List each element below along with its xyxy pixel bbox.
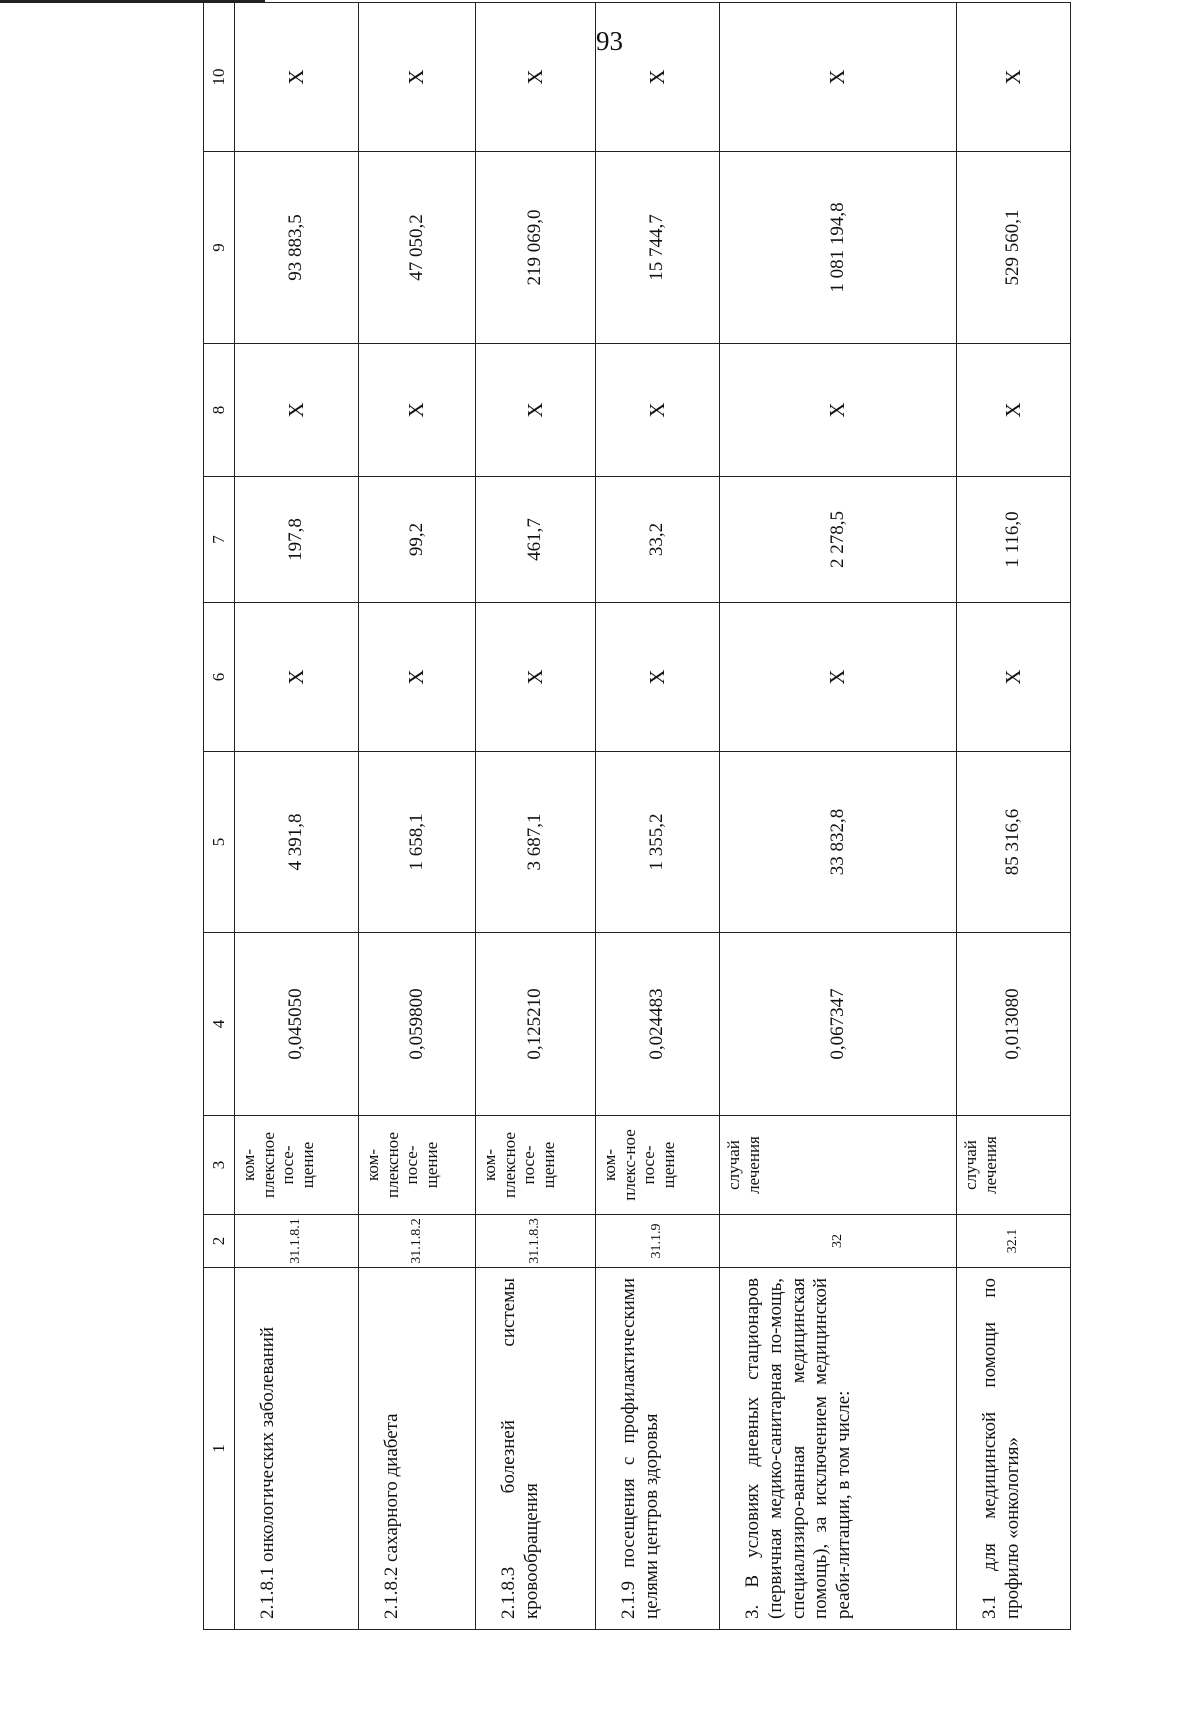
cell-col7: 33,2 xyxy=(596,477,720,603)
cell-col9: 219 069,0 xyxy=(476,152,596,344)
cell-col9: 1 081 194,8 xyxy=(720,152,957,344)
row-code: 31.1.8.3 xyxy=(476,1215,596,1268)
cell-col5: 1 658,1 xyxy=(359,752,476,933)
cell-col10: Х xyxy=(476,3,596,152)
cell-col5: 1 355,2 xyxy=(596,752,720,933)
cell-col8: Х xyxy=(235,344,359,477)
cell-col10: Х xyxy=(957,3,1071,152)
cell-col7: 2 278,5 xyxy=(720,477,957,603)
page-number: 93 xyxy=(596,26,623,56)
cell-col9: 93 883,5 xyxy=(235,152,359,344)
cell-col10: Х xyxy=(359,3,476,152)
row-name: 2.1.9 посещения с профилактическими целями центров здоровья xyxy=(596,1268,720,1630)
cell-col5: 33 832,8 xyxy=(720,752,957,933)
row-name: 3. В условиях дневных стационаров (первичная медико-санитарная по-мощь, специализиро-ванная медицинская помощь), за исключением медицинской реаби-литации, в том числе: xyxy=(720,1268,957,1630)
cell-col4: 0,013080 xyxy=(957,933,1071,1116)
cell-col5: 3 687,1 xyxy=(476,752,596,933)
column-header: 1 xyxy=(204,1268,235,1630)
row-name: 2.1.8.3 болезней системы кровообращения xyxy=(476,1268,596,1630)
cell-col6: Х xyxy=(720,603,957,752)
cell-col7: 99,2 xyxy=(359,477,476,603)
cell-col9: 15 744,7 xyxy=(596,152,720,344)
cell-col8: Х xyxy=(476,344,596,477)
cell-col7: 461,7 xyxy=(476,477,596,603)
row-code: 32.1 xyxy=(957,1215,1071,1268)
column-header: 6 xyxy=(204,603,235,752)
cell-col8: Х xyxy=(720,344,957,477)
cell-col6: Х xyxy=(957,603,1071,752)
cell-col9: 529 560,1 xyxy=(957,152,1071,344)
column-header: 10 xyxy=(204,3,235,152)
cell-col9: 47 050,2 xyxy=(359,152,476,344)
column-header: 4 xyxy=(204,933,235,1116)
cell-col4: 0,067347 xyxy=(720,933,957,1116)
row-unit: ком-плексное посе-щение xyxy=(476,1116,596,1215)
row-name: 2.1.8.1 онкологических заболеваний xyxy=(235,1268,359,1630)
table-wrapper xyxy=(203,68,1069,1630)
row-code: 31.1.9 xyxy=(596,1215,720,1268)
column-header: 7 xyxy=(204,477,235,603)
data-table xyxy=(203,2,1071,1630)
row-code: 31.1.8.2 xyxy=(359,1215,476,1268)
cell-col10: Х xyxy=(720,3,957,152)
table-row xyxy=(476,3,596,1630)
cell-col6: Х xyxy=(235,603,359,752)
cell-col4: 0,024483 xyxy=(596,933,720,1116)
cell-col8: Х xyxy=(596,344,720,477)
column-header: 5 xyxy=(204,752,235,933)
row-code: 32 xyxy=(720,1215,957,1268)
column-header: 2 xyxy=(204,1215,235,1268)
column-header: 8 xyxy=(204,344,235,477)
column-header: 3 xyxy=(204,1116,235,1215)
cell-col4: 0,045050 xyxy=(235,933,359,1116)
table-row xyxy=(720,3,957,1630)
cell-col5: 85 316,6 xyxy=(957,752,1071,933)
row-unit: ком-плексное посе-щение xyxy=(235,1116,359,1215)
cell-col7: 197,8 xyxy=(235,477,359,603)
table-row xyxy=(957,3,1071,1630)
cell-col6: Х xyxy=(359,603,476,752)
cell-col8: Х xyxy=(359,344,476,477)
cell-col4: 0,125210 xyxy=(476,933,596,1116)
row-unit: ком-плексное посе-щение xyxy=(359,1116,476,1215)
row-unit: ком-плекс-ное посе-щение xyxy=(596,1116,720,1215)
row-unit: случай лечения xyxy=(957,1116,1071,1215)
table-row xyxy=(235,3,359,1630)
cell-col10: Х xyxy=(235,3,359,152)
cell-col4: 0,059800 xyxy=(359,933,476,1116)
cell-col5: 4 391,8 xyxy=(235,752,359,933)
cell-col6: Х xyxy=(476,603,596,752)
table-header-row xyxy=(204,3,235,1630)
cell-col8: Х xyxy=(957,344,1071,477)
table-row xyxy=(596,3,720,1630)
row-name: 3.1 для медицинской помощи по профилю «онкология» xyxy=(957,1268,1071,1630)
column-header: 9 xyxy=(204,152,235,344)
cell-col7: 1 116,0 xyxy=(957,477,1071,603)
cell-col10: Х xyxy=(596,3,720,152)
row-unit: случай лечения xyxy=(720,1116,957,1215)
cell-col6: Х xyxy=(596,603,720,752)
table-row xyxy=(359,3,476,1630)
row-name: 2.1.8.2 сахарного диабета xyxy=(359,1268,476,1630)
row-code: 31.1.8.1 xyxy=(235,1215,359,1268)
